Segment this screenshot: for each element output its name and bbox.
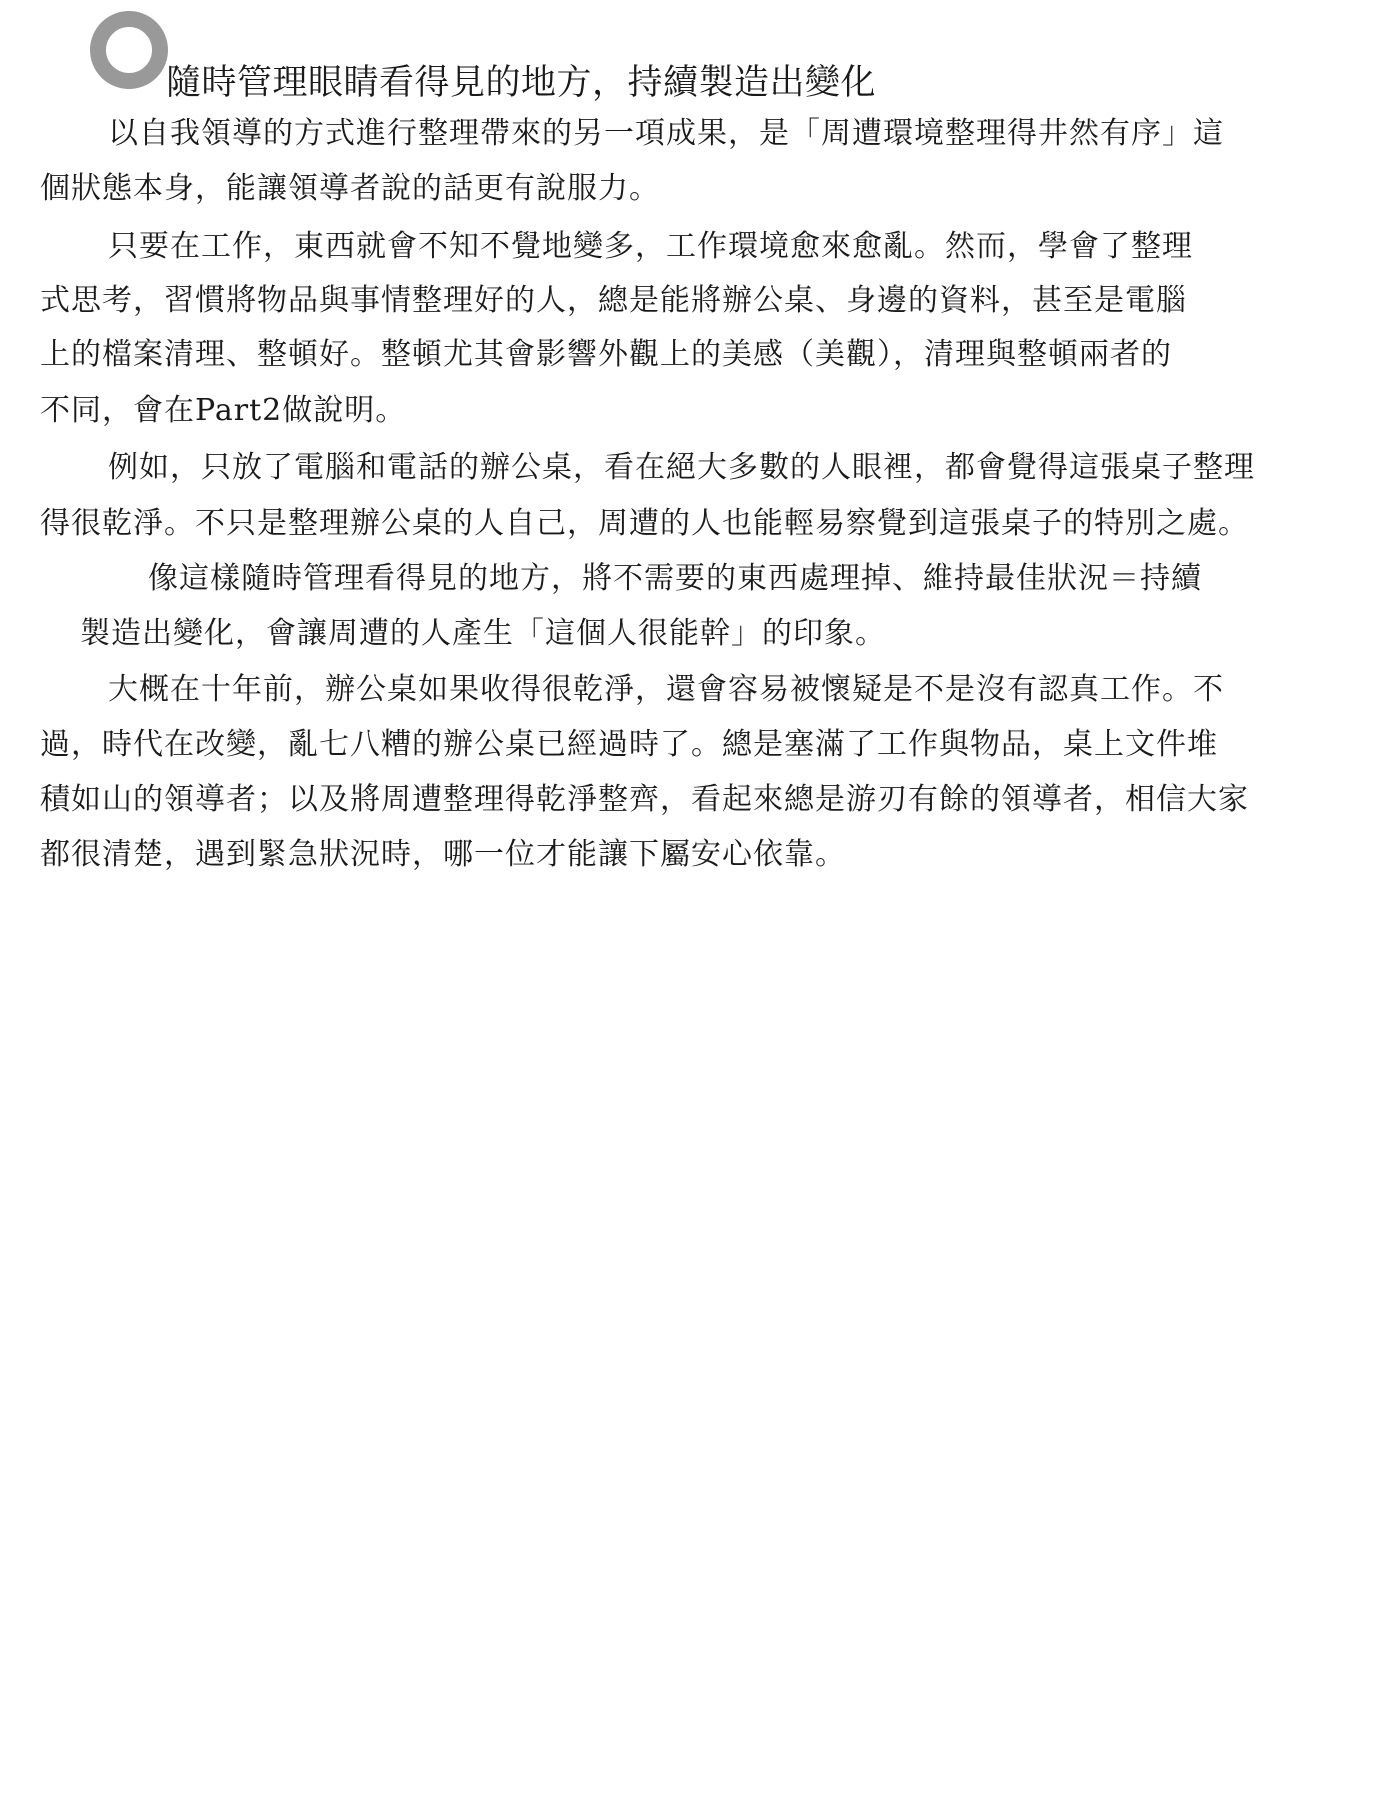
body-line: 像這樣隨時管理看得見的地方，將不需要的東西處理掉、維持最佳狀況＝持續 (148, 561, 1202, 596)
body-line: 上的檔案清理、整頓好。整頓尤其會影響外觀上的美感（美觀），清理與整頓兩者的 (40, 337, 1172, 372)
body-line: 式思考，習慣將物品與事情整理好的人，總是能將辦公桌、身邊的資料，甚至是電腦 (40, 283, 1187, 318)
body-line: 不同，會在Part2做說明。 (40, 393, 407, 428)
body-line: 過，時代在改變，亂七八糟的辦公桌已經過時了。總是塞滿了工作與物品，桌上文件堆 (40, 727, 1218, 762)
body-line: 積如山的領導者；以及將周遭整理得乾淨整齊，看起來總是游刃有餘的領導者，相信大家 (40, 782, 1249, 817)
section-bullet-ring (90, 11, 168, 89)
body-line: 例如，只放了電腦和電話的辦公桌，看在絕大多數的人眼裡，都會覺得這張桌子整理 (108, 450, 1255, 485)
section-heading: 隨時管理眼睛看得見的地方，持續製造出變化 (166, 63, 877, 103)
body-line: 得很乾淨。不只是整理辦公桌的人自己，周遭的人也能輕易察覺到這張桌子的特別之處。 (40, 506, 1249, 541)
body-line: 製造出變化，會讓周遭的人產生「這個人很能幹」的印象。 (80, 616, 886, 651)
body-line: 只要在工作，東西就會不知不覺地變多，工作環境愈來愈亂。然而，學會了整理 (108, 229, 1193, 264)
body-line: 大概在十年前，辦公桌如果收得很乾淨，還會容易被懷疑是不是沒有認真工作。不 (108, 672, 1224, 707)
body-line: 都很清楚，遇到緊急狀況時，哪一位才能讓下屬安心依靠。 (40, 837, 846, 872)
body-line: 以自我領導的方式進行整理帶來的另一項成果，是「周遭環境整理得井然有序」這 (108, 116, 1224, 151)
body-line: 個狀態本身，能讓領導者說的話更有說服力。 (40, 171, 660, 206)
